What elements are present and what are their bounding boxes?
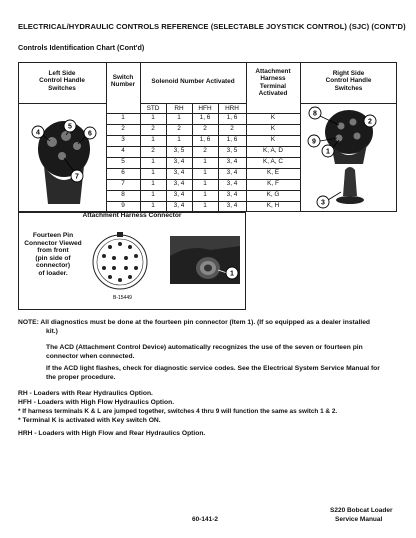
cell-terminal: K, E: [266, 169, 280, 176]
callout-7: [71, 170, 83, 182]
cell-hrh: 3, 4: [226, 169, 238, 176]
cell-hfh: 1, 6: [199, 114, 211, 121]
callout-4: [32, 126, 44, 138]
cell-std: 1: [151, 191, 155, 198]
cell-hrh: 3, 4: [226, 191, 238, 198]
svg-text:2: 2: [368, 118, 372, 126]
col-header-attachment-terminal: Attachment Harness Terminal Activated: [255, 68, 291, 98]
cell-hrh: 3, 4: [226, 202, 238, 209]
cell-hrh: 3, 4: [226, 180, 238, 187]
cell-rh: 1: [177, 136, 181, 143]
harness-caption: Attachment Harness Connector: [82, 212, 182, 219]
cell-switch: 2: [121, 125, 125, 132]
cell-terminal: K: [270, 125, 276, 132]
footer-manual: Service Manual: [335, 516, 383, 523]
sub-header-std: STD: [146, 105, 160, 112]
cell-hfh: 1: [203, 158, 207, 165]
callout-6: [84, 127, 96, 139]
cell-hfh: 1: [203, 202, 207, 209]
svg-text:5: 5: [68, 123, 72, 131]
cell-hrh: 3, 5: [226, 147, 238, 154]
cell-std: 2: [151, 147, 155, 154]
cell-hrh: 2: [230, 125, 234, 132]
cell-hfh: 1: [203, 191, 207, 198]
cell-std: 1: [151, 114, 155, 121]
sub-header-hfh: HFH: [198, 105, 212, 112]
pin-connector-caption: Fourteen Pin Connector Viewed from front (pin side of connector) of loader.: [24, 232, 82, 277]
cell-switch: 1: [121, 114, 125, 121]
cell-hrh: 1, 6: [226, 136, 238, 143]
right-handle-switches-illustration: [301, 104, 396, 212]
cell-terminal: K, G: [266, 191, 280, 198]
cell-switch: 7: [121, 180, 125, 187]
svg-text:6: 6: [88, 130, 92, 138]
col-header-left-switches: Left Side Control Handle Switches: [39, 70, 85, 92]
cell-rh: 3, 4: [173, 158, 185, 165]
callout-2: [364, 115, 376, 127]
svg-text:1: 1: [326, 148, 330, 156]
cell-switch: 3: [121, 136, 125, 143]
col-header-switch-number: Switch Number: [110, 74, 136, 89]
cell-rh: 1: [177, 114, 181, 121]
cell-hfh: 1, 6: [199, 136, 211, 143]
cell-switch: 8: [121, 191, 125, 198]
note-acd-light: If the ACD light flashes, check for diagnostic service codes. See the Electrical System Service Manual for the proper procedure.: [46, 365, 380, 381]
svg-text:8: 8: [313, 110, 317, 118]
callout-5: [64, 120, 76, 132]
cell-std: 1: [151, 202, 155, 209]
cell-hfh: 1: [203, 180, 207, 187]
cell-terminal: K, A, D: [263, 147, 283, 154]
cell-std: 1: [151, 180, 155, 187]
callout-8: [309, 107, 321, 119]
cell-terminal: K, A, C: [263, 158, 283, 165]
svg-text:9: 9: [312, 138, 316, 146]
note-acd-recognition: The ACD (Attachment Control Device) automatically recognizes the use of the seven or fourteen pin connector when connected.: [46, 344, 363, 360]
table-divider: [140, 103, 246, 104]
cell-std: 1: [151, 169, 155, 176]
legend-hfh: HFH - Loaders with High Flow Hydraulics Option.: [18, 399, 175, 406]
section-subtitle: Controls Identification Chart (Cont'd): [18, 43, 145, 52]
cell-switch: 9: [121, 202, 125, 209]
callout-9: [308, 135, 320, 147]
cell-rh: 2: [177, 125, 181, 132]
connector-callout-1: [224, 265, 240, 281]
sub-header-rh: RH: [174, 105, 184, 112]
cell-std: 1: [151, 136, 155, 143]
svg-text:3: 3: [321, 199, 325, 207]
legend-hrh: HRH - Loaders with High Flow and Rear Hydraulics Option.: [18, 430, 206, 437]
svg-text:4: 4: [36, 129, 40, 137]
cell-rh: 3, 5: [173, 147, 185, 154]
sub-header-hrh: HRH: [225, 105, 239, 112]
cell-terminal: K, F: [267, 180, 279, 187]
cell-switch: 5: [121, 158, 125, 165]
cell-terminal: K: [270, 136, 276, 143]
cell-hfh: 2: [203, 147, 207, 154]
figure-id: B-15449: [113, 295, 132, 301]
legend-star-note-1: * If harness terminals K & L are jumped together, switches 4 thru 9 will function the same as switch 1 & 2.: [18, 408, 338, 415]
col-header-solenoid: Solenoid Number Activated: [151, 78, 235, 85]
col-header-right-switches: Right Side Control Handle Switches: [325, 70, 372, 92]
note-diagnostics: NOTE: All diagnostics must be done at the fourteen pin connector (Item 1). (If so equipped as a dealer installed kit.): [18, 319, 371, 335]
cell-terminal: K: [270, 114, 276, 121]
cell-terminal: K, H: [266, 202, 280, 209]
legend-star-note-2: * Terminal K is activated with Key switch ON.: [18, 417, 161, 424]
callout-3: [317, 196, 329, 208]
svg-text:1: 1: [230, 270, 234, 278]
cell-std: 1: [151, 158, 155, 165]
svg-text:7: 7: [75, 173, 79, 181]
cell-hfh: 2: [203, 125, 207, 132]
cell-hrh: 1, 6: [226, 114, 238, 121]
callout-1: [322, 145, 334, 157]
cell-rh: 3, 4: [173, 191, 185, 198]
cell-std: 2: [151, 125, 155, 132]
footer-model: S220 Bobcat Loader: [330, 507, 393, 514]
cell-hfh: 1: [203, 169, 207, 176]
left-handle-switches-illustration: [20, 104, 106, 210]
cell-rh: 3, 4: [173, 180, 185, 187]
cell-rh: 3, 4: [173, 169, 185, 176]
cell-rh: 3, 4: [173, 202, 185, 209]
page-number: 60-141-2: [192, 516, 219, 523]
cell-hrh: 3, 4: [226, 158, 238, 165]
legend-rh: RH - Loaders with Rear Hydraulics Option.: [18, 390, 153, 397]
page-title: ELECTRICAL/HYDRAULIC CONTROLS REFERENCE (SELECTABLE JOYSTICK CONTROL) (SJC) (CONT'D): [18, 22, 406, 31]
cell-switch: 4: [121, 147, 125, 154]
fourteen-pin-connector-diagram: [88, 226, 156, 308]
cell-switch: 6: [121, 169, 125, 176]
